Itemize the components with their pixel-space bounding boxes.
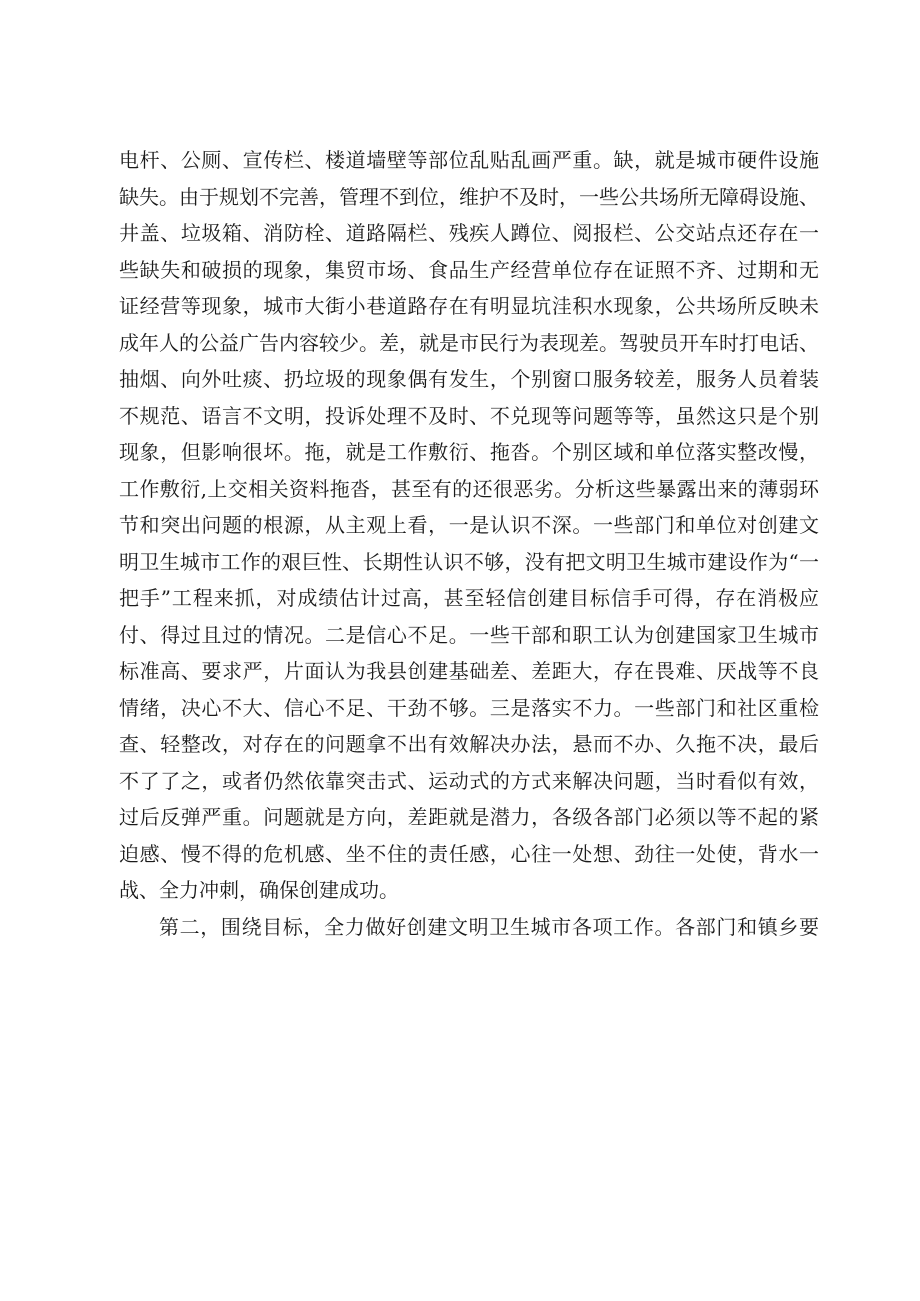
text-line: 迫感、慢不得的危机感、坐不住的责任感，心往一处想、劲往一处使，背水一 <box>119 841 819 866</box>
text-line: 工作敷衍,上交相关资料拖沓，甚至有的还很恶劣。分析这些暴露出来的薄弱环 <box>119 476 819 501</box>
text-line: 节和突出问题的根源，从主观上看，一是认识不深。一些部门和单位对创建文 <box>119 513 819 537</box>
text-line: 抽烟、向外吐痰、扔垃圾的现象偶有发生，个别窗口服务较差，服务人员着装 <box>119 367 819 391</box>
paragraph-2 <box>119 909 819 946</box>
text-line: 井盖、垃圾箱、消防栓、道路隔栏、残疾人蹲位、阅报栏、公交站点还存在一 <box>119 221 819 245</box>
text-line: 成年人的公益广告内容较少。差，就是市民行为表现差。驾驶员开车时打电话、 <box>119 330 819 355</box>
text-line: 把手”工程来抓，对成绩估计过高，甚至轻信创建目标信手可得，存在消极应 <box>119 586 819 610</box>
text-line: 标准高、要求严，片面认为我县创建基础差、差距大，存在畏难、厌战等不良 <box>119 659 819 683</box>
text-line: 第二，围绕目标，全力做好创建文明卫生城市各项工作。各部门和镇乡要 <box>159 914 819 939</box>
text-line: 些缺失和破损的现象，集贸市场、食品生产经营单位存在证照不齐、过期和无 <box>119 257 819 282</box>
text-line: 过后反弹严重。问题就是方向，差距就是潜力，各级各部门必须以等不起的紧 <box>119 805 819 829</box>
text-line: 情绪，决心不大、信心不足、干劲不够。三是落实不力。一些部门和社区重检 <box>119 695 819 720</box>
text-line: 电杆、公厕、宣传栏、楼道墙壁等部位乱贴乱画严重。缺，就是城市硬件设施 <box>119 148 819 172</box>
text-line: 战、全力冲刺，确保创建成功。 <box>119 878 399 902</box>
text-line: 证经营等现象，城市大街小巷道路存在有明显坑洼积水现象，公共场所反映未 <box>119 294 819 318</box>
text-line: 付、得过且过的情况。二是信心不足。一些干部和职工认为创建国家卫生城市 <box>119 622 819 647</box>
text-line: 查、轻整改，对存在的问题拿不出有效解决办法，悬而不办、久拖不决，最后 <box>119 732 819 756</box>
body-text <box>119 142 819 945</box>
text-line: 缺失。由于规划不完善，管理不到位，维护不及时，一些公共场所无障碍设施、 <box>119 184 819 209</box>
text-line: 现象，但影响很坏。拖，就是工作敷衍、拖沓。个别区域和单位落实整改慢， <box>119 440 819 464</box>
paragraph-1 <box>119 142 819 909</box>
text-line: 不了了之，或者仍然依靠突击式、运动式的方式来解决问题，当时看似有效， <box>119 768 819 793</box>
text-line: 明卫生城市工作的艰巨性、长期性认识不够，没有把文明卫生城市建设作为“一 <box>119 549 819 574</box>
text-line: 不规范、语言不文明，投诉处理不及时、不兑现等问题等等，虽然这只是个别 <box>119 403 819 428</box>
